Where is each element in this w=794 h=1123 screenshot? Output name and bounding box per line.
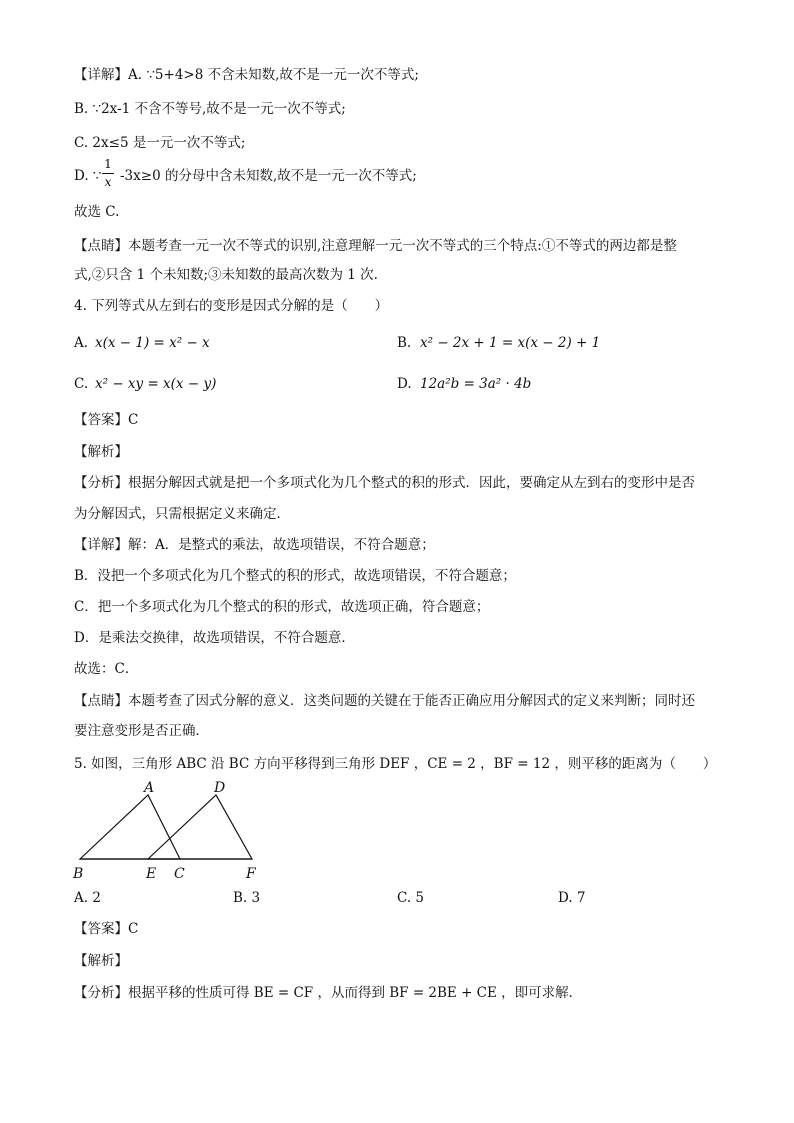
q5-analysis-line: 【分析】根据平移的性质可得 BE = CF ，从而得到 BF = 2BE + CE ，即可求解． [74, 985, 583, 1001]
q4-option-a-expr: x(x − 1) = x² − x [95, 335, 210, 351]
detail-line-d-suffix: -3x≥0 的分母中含未知数,故不是一元一次不等式; [120, 168, 417, 184]
q4-detail-c: C．把一个多项式化为几个整式的积的形式，故选项正确，符合题意； [74, 599, 490, 615]
question-5-stem: 5. 如图，三角形 ABC 沿 BC 方向平移得到三角形 DEF ，CE = 2 ，BF = 12 ，则平移的距离为（ ） [74, 756, 717, 772]
detail-line-b: B. ∵2x-1 不含不等号,故不是一元一次不等式; [74, 101, 346, 117]
q5-option-d: D. 7 [558, 890, 586, 906]
q4-analysis-heading: 【解析】 [74, 444, 128, 460]
label-c: C [174, 866, 185, 882]
q4-choose: 故选：C． [74, 661, 139, 677]
q4-option-d-label: D. [397, 376, 412, 392]
fraction-denominator: x [104, 174, 112, 189]
detail-line-a: 【详解】A. ∵5+4>8 不含未知数,故不是一元一次不等式; [74, 67, 419, 83]
q4-comment-line-1: 【点睛】本题考查了因式分解的意义．这类问题的关键在于能否正确应用分解因式的定义来判断；同时还 [74, 693, 695, 709]
q4-option-c-label: C. [74, 376, 89, 392]
q4-option-d-expr: 12a²b = 3a² · 4b [420, 376, 532, 392]
q5-option-c: C. 5 [397, 890, 425, 906]
detail-line-c: C. 2x≤5 是一元一次不等式; [74, 135, 246, 151]
q4-detail-b: B．没把一个多项式化为几个整式的积的形式，故选项错误，不符合题意； [74, 568, 516, 584]
label-d: D [214, 780, 226, 796]
q4-option-c-expr: x² − xy = x(x − y) [95, 376, 217, 392]
q4-answer: 【答案】C [74, 412, 139, 428]
q5-analysis-heading: 【解析】 [74, 953, 128, 969]
q4-detail-a: 【详解】解：A．是整式的乘法，故选项错误，不符合题意； [74, 537, 435, 553]
translation-figure [70, 775, 270, 885]
q5-answer: 【答案】C [74, 921, 139, 937]
triangle-abc [80, 795, 180, 859]
question-4-stem: 4. 下列等式从左到右的变形是因式分解的是（ ） [74, 298, 389, 314]
q4-option-a-label: A. [74, 335, 89, 351]
q4-comment-line-2: 要注意变形是否正确． [74, 723, 209, 739]
label-e: E [146, 866, 157, 882]
q4-analysis-line-1: 【分析】根据分解因式就是把一个多项式化为几个整式的积的形式．因此，要确定从左到右的变形中是否 [74, 475, 695, 491]
label-f: F [246, 866, 256, 882]
q4-option-b-expr: x² − 2x + 1 = x(x − 2) + 1 [420, 335, 601, 351]
fraction-one-over-x [100, 157, 116, 189]
q5-option-a: A. 2 [74, 890, 101, 906]
detail-line-d-prefix: D. ∵ [74, 168, 102, 184]
fraction-numerator: 1 [104, 156, 112, 171]
q4-detail-d: D．是乘法交换律，故选项错误，不符合题意． [74, 630, 355, 646]
q4-option-b-label: B. [397, 335, 412, 351]
comment-line-1: 【点睛】本题考查一元一次不等式的识别,注意理解一元一次不等式的三个特点:①不等式的两边都是整 [74, 238, 677, 254]
comment-line-2: 式,②只含 1 个未知数;③未知数的最高次数为 1 次. [74, 267, 378, 283]
choose-line: 故选 C. [74, 204, 120, 220]
label-a: A [144, 780, 155, 796]
label-b: B [73, 866, 84, 882]
q4-analysis-line-2: 为分解因式，只需根据定义来确定． [74, 506, 290, 522]
q5-option-b: B. 3 [233, 890, 261, 906]
